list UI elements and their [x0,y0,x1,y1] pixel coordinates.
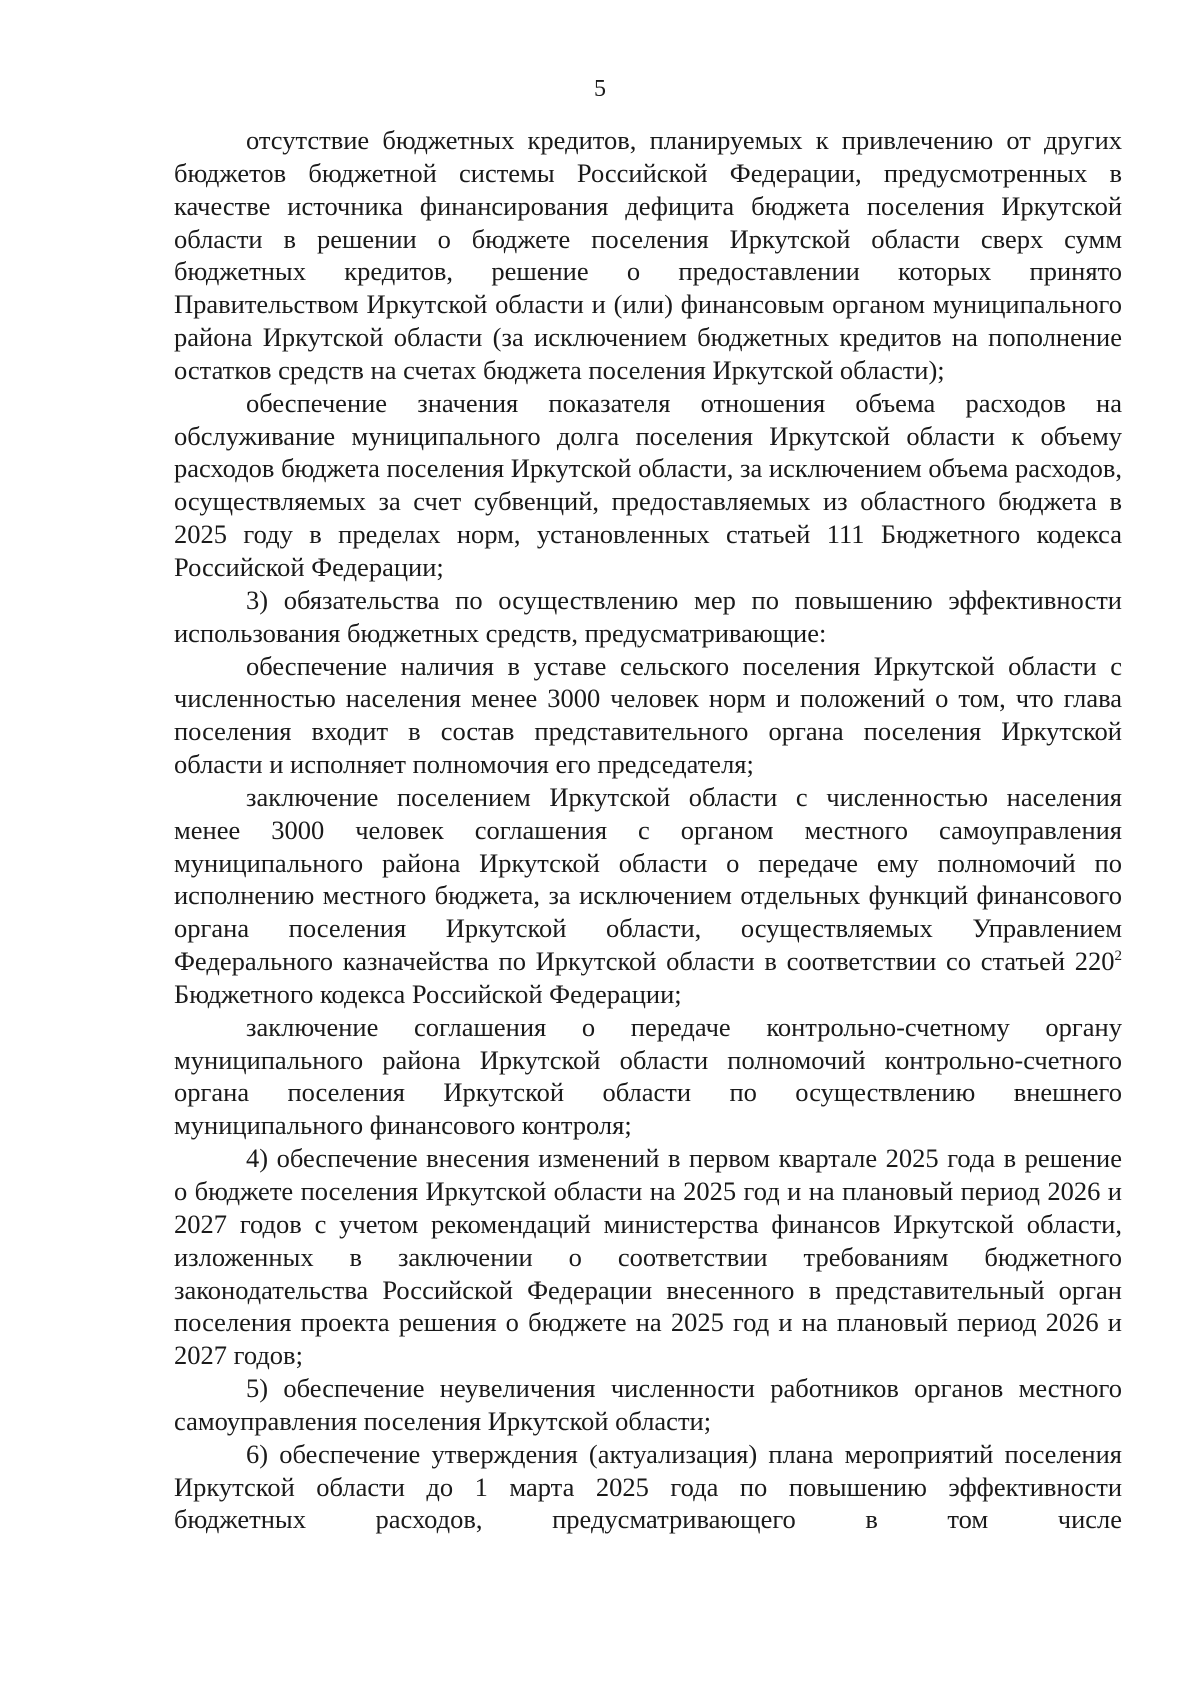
paragraph-budget-amendments: 4) обеспечение внесения изменений в первом квартале 2025 года в решение о бюджете поселения Иркутской области на 2025 год и на плановый период 2026 и 2027 годов с учетом рекомендаций министерства финансов Иркутской области, изложенных в заключении о соответствии требованиям бюджетного законодательства Российской Федерации внесенного в представительный орган поселения проекта решения о бюджете на 2025 год и на плановый период 2026 и 2027 годов; [174,1143,1122,1371]
article-superscript: 2 [1114,948,1122,965]
paragraph-charter-provisions: обеспечение наличия в уставе сельского поселения Иркутской области с численностью населения менее 3000 человек норм и положений о том, что глава поселения входит в состав представительного органа поселения Иркутской области и исполняет полномочия его председателя; [174,650,1122,780]
paragraph-efficiency-plan: 6) обеспечение утверждения (актуализация) плана мероприятий поселения Иркутской области до 1 марта 2025 года по повышению эффективности бюджетных расходов, предусматривающего в том числе [174,1438,1122,1535]
page-number: 5 [594,76,606,102]
document-body [174,124,1122,1536]
paragraph-budget-execution-tail: Бюджетного кодекса Российской Федерации; [174,978,682,1009]
paragraph-efficiency-obligations: 3) обязательства по осуществлению мер по повышению эффективности использования бюджетных средств, предусматривающие: [174,584,1122,648]
paragraph-staff-limit: 5) обеспечение неувеличения численности работников органов местного самоуправления поселения Иркутской области; [174,1373,1122,1436]
paragraph-control-agreement: заключение соглашения о передаче контрольно-счетному органу муниципального района Иркутской области полномочий контрольно-счетного органа поселения Иркутской области по осуществлению внешнего муниципального финансового контроля; [174,1011,1122,1141]
paragraph-budget-execution-agreement [174,781,1122,1011]
paragraph-budget-credits: отсутствие бюджетных кредитов, планируемых к привлечению от других бюджетов бюджетной системы Российской Федерации, предусмотренных в качестве источника финансирования дефицита бюджета поселения Иркутской области в решении о бюджете поселения Иркутской области сверх сумм бюджетных кредитов, решение о предоставлении которых принято Правительством Иркутской области и (или) финансовым органом муниципального района Иркутской области (за исключением бюджетных кредитов на пополнение остатков средств на счетах бюджета поселения Иркутской области); [174,125,1122,385]
paragraph-debt-service-ratio: обеспечение значения показателя отношения объема расходов на обслуживание муниципального долга поселения Иркутской области к объему расходов бюджета поселения Иркутской области, за исключением объема расходов, осуществляемых за счет субвенций, предоставляемых из областного бюджета в 2025 году в пределах норм, установленных статьей 111 Бюджетного кодекса Российской Федерации; [174,387,1122,582]
paragraph-budget-execution-text: заключение поселением Иркутской области с численностью населения менее 3000 человек соглашения с органом местного самоуправления муниципального района Иркутской области о передаче ему полномочий по исполнению местного бюджета, за исключением отдельных функций финансового органа поселения Иркутской области, осуществляемых Управлением Федерального казначейства по Иркутской области в соответствии со статьей 220 [174,781,1122,977]
